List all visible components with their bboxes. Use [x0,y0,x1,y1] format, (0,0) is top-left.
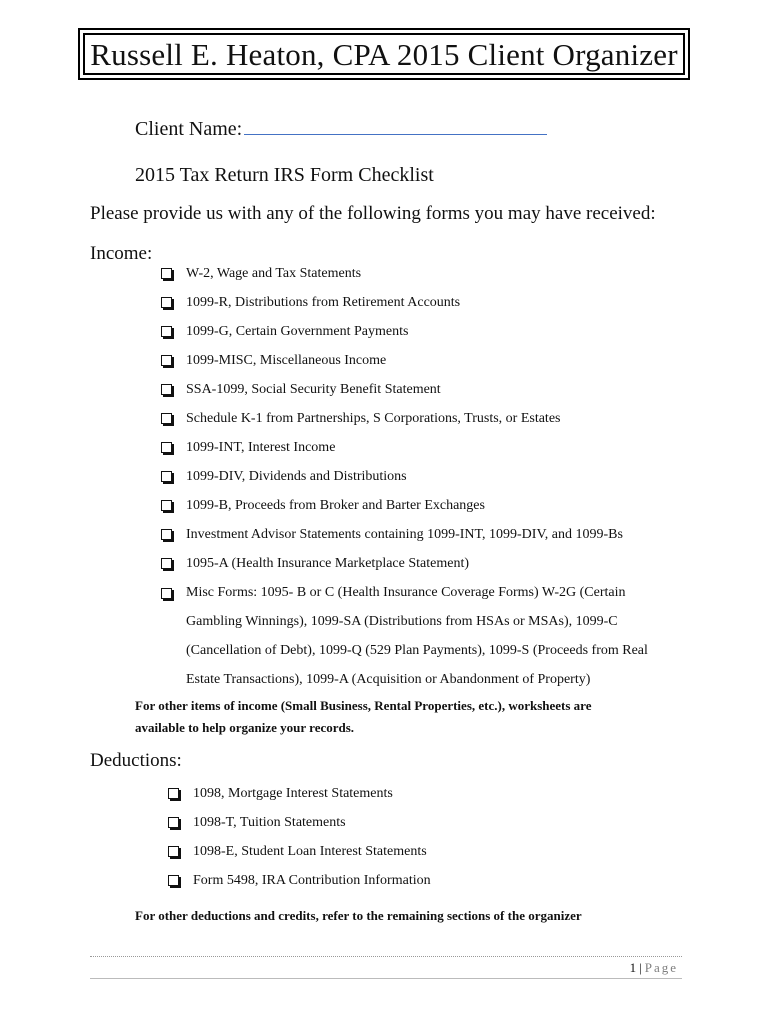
misc-line: Gambling Winnings), 1099-SA (Distributions from HSAs or MSAs), 1099-C [186,614,618,629]
income-item[interactable] [161,466,648,495]
income-item-label: W-2, Wage and Tax Statements [186,266,362,281]
deduction-item[interactable] [168,783,431,812]
deduction-item[interactable] [168,841,431,870]
client-name-label: Client Name: [135,118,243,140]
income-item[interactable] [161,292,648,321]
income-item[interactable] [161,524,648,553]
checkbox-icon[interactable] [161,384,172,395]
income-item-label: 1099-R, Distributions from Retirement Accounts [186,295,461,310]
checkbox-icon[interactable] [161,355,172,366]
income-item-label: 1099-B, Proceeds from Broker and Barter Exchanges [186,498,485,513]
deduction-item-label: Form 5498, IRA Contribution Information [193,873,431,888]
checkbox-icon[interactable] [168,875,179,886]
income-item-label: SSA-1099, Social Security Benefit Statement [186,382,441,397]
intro-text: Please provide us with any of the following forms you may have received: [90,203,656,224]
income-item-label: Investment Advisor Statements containing 1099-INT, 1099-DIV, and 1099-Bs [186,527,623,542]
checkbox-icon[interactable] [161,442,172,453]
footer-separator: | [639,960,642,975]
income-checklist [161,263,648,694]
income-item[interactable] [161,437,648,466]
income-item[interactable] [161,321,648,350]
page-number: 1 [629,960,637,975]
income-item[interactable] [161,495,648,524]
income-item-misc[interactable] [161,578,648,694]
income-note [135,695,592,739]
checkbox-icon[interactable] [161,529,172,540]
client-name-row [135,116,547,141]
income-item-label: 1099-MISC, Miscellaneous Income [186,353,387,368]
income-heading: Income: [90,243,153,264]
page-title: Russell E. Heaton, CPA 2015 Client Organizer [90,37,678,72]
checkbox-icon[interactable] [161,297,172,308]
deduction-item[interactable] [168,812,431,841]
income-item-label: 1099-INT, Interest Income [186,440,336,455]
checkbox-icon[interactable] [161,268,172,279]
income-item[interactable] [161,408,648,437]
income-item-label: 1099-G, Certain Government Payments [186,324,409,339]
deductions-note: For other deductions and credits, refer to the remaining sections of the organizer [135,908,582,923]
income-note-line: For other items of income (Small Business, Rental Properties, etc.), worksheets are [135,698,592,713]
checkbox-icon[interactable] [161,558,172,569]
income-item[interactable] [161,350,648,379]
deduction-item-label: 1098-E, Student Loan Interest Statements [193,844,427,859]
checkbox-icon[interactable] [161,413,172,424]
income-item[interactable] [161,263,648,292]
income-note-line: available to help organize your records. [135,720,355,735]
deductions-checklist [168,783,431,899]
checkbox-icon[interactable] [168,788,179,799]
checkbox-icon[interactable] [168,846,179,857]
footer-divider [90,956,682,957]
deductions-heading: Deductions: [90,750,182,771]
title-box [78,28,690,80]
misc-line: (Cancellation of Debt), 1099-Q (529 Plan Payments), 1099-S (Proceeds from Real [186,643,648,658]
misc-line: Misc Forms: 1095- B or C (Health Insurance Coverage Forms) W-2G (Certain [186,585,626,600]
checkbox-icon[interactable] [161,588,172,599]
deduction-item[interactable] [168,870,431,899]
income-item-label: Schedule K-1 from Partnerships, S Corporations, Trusts, or Estates [186,411,561,426]
income-item-label: 1095-A (Health Insurance Marketplace Statement) [186,556,470,571]
checkbox-icon[interactable] [168,817,179,828]
checkbox-icon[interactable] [161,471,172,482]
page-footer [630,960,678,976]
income-item-label: 1099-DIV, Dividends and Distributions [186,469,407,484]
checkbox-icon[interactable] [161,500,172,511]
income-item[interactable] [161,379,648,408]
deduction-item-label: 1098-T, Tuition Statements [193,815,346,830]
client-name-field[interactable] [244,116,547,135]
checkbox-icon[interactable] [161,326,172,337]
checklist-title: 2015 Tax Return IRS Form Checklist [135,164,434,186]
deduction-item-label: 1098, Mortgage Interest Statements [193,786,393,801]
footer-bottom-rule [90,978,682,979]
misc-line: Estate Transactions), 1099-A (Acquisition or Abandonment of Property) [186,672,591,687]
page-label: Page [644,960,678,975]
